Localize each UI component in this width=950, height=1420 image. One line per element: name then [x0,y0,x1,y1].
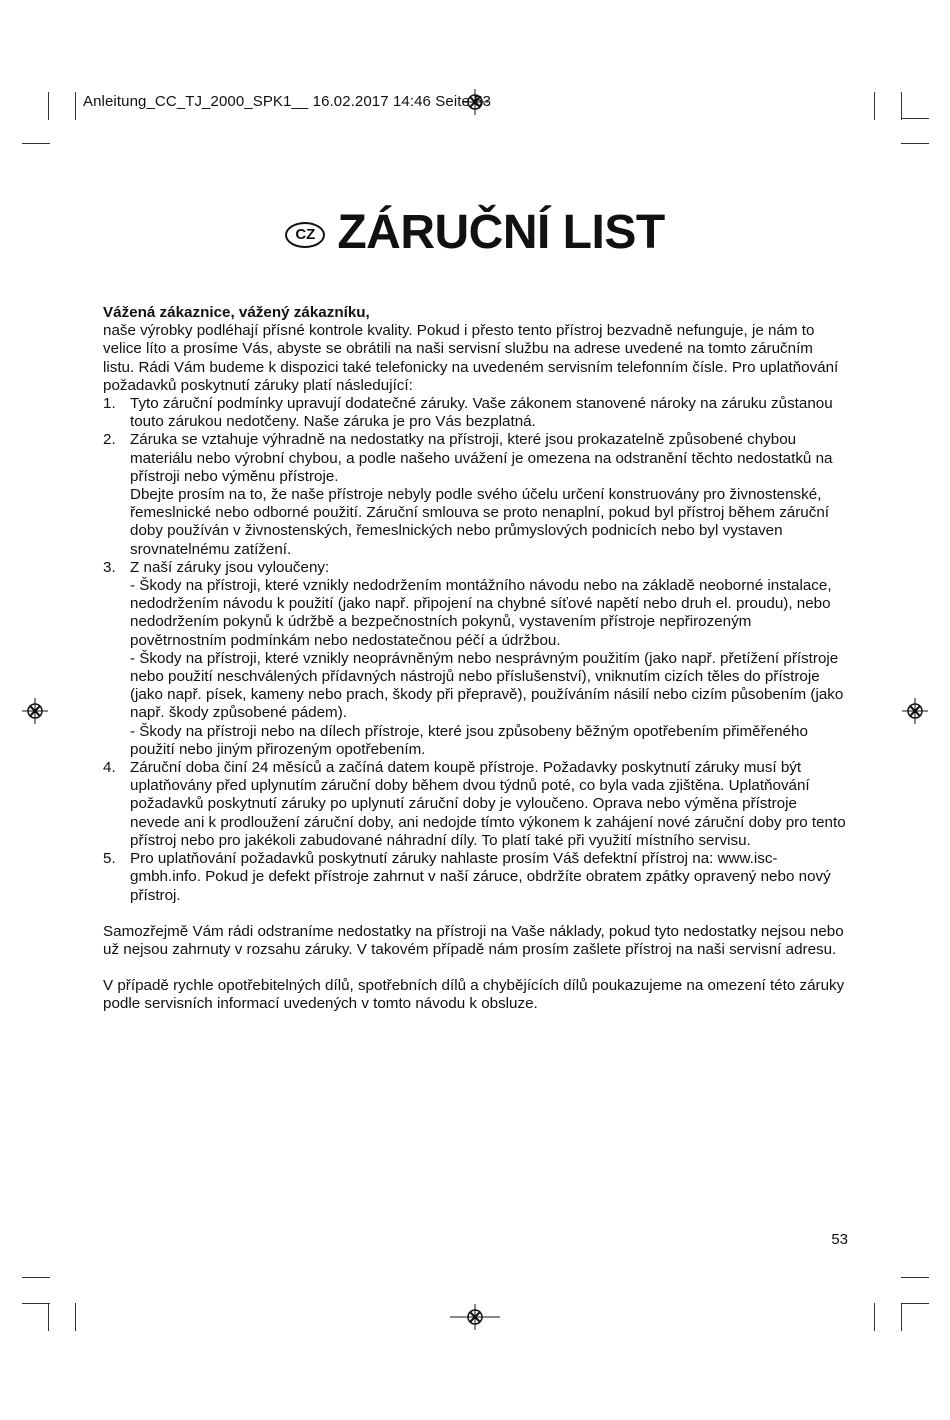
crop-mark-bottom-left-h [22,1277,50,1278]
item-number: 1. [103,395,116,413]
crop-mark-top-left-h [22,143,50,144]
list-item [103,559,848,759]
item-paragraph: - Škody na přístroji, které vznikly neoprávněným nebo nesprávným použitím (jako např. přetížení přístroje nebo použití neschválených přídavných nástrojů nebo příslušenství), vniknutím cizích těles do přístroje (jako např. písek, kameny nebo prach, škody při přepravě), používáním násilí nebo cizím působením (jako např. škody způsobené pádem). [130,649,844,722]
closing-paragraph-2: V případě rychle opotřebitelných dílů, spotřebních dílů a chybějících dílů poukazujeme na omezení této záruky podle servisních informací uvedených v tomto návodu k obsluze. [103,977,845,1013]
registration-mark-bottom-icon [462,1304,488,1330]
crop-mark-bottom-left-h2 [22,1303,50,1304]
item-number: 4. [103,759,116,777]
crop-mark-bottom-right-v [901,1303,902,1331]
item-paragraph: - Škody na přístroji nebo na dílech přístroje, které jsou způsobeny běžným opotřebením přiměřeného použití nebo jiným přirozeným opotřebením. [130,722,808,758]
registration-mark-right-icon [902,698,928,724]
crop-mark-bottom-right-h2 [901,1303,929,1304]
item-paragraph: - Škody na přístroji, které vznikly nedodržením montážního návodu nebo na základě neoborné instalace, nedodržením návodu k použití (jako např. připojení na chybné síťové napětí nebo druh el. proudu), nebo nedodržením pokynů k údržbě a bezpečnostních pokynů, vystavením přístroje nepřirozeným povětrnostním podmínkám nebo nedostatečnou péčí a údržbou. [130,577,832,649]
registration-mark-left-icon [22,698,48,724]
crop-mark-top-right-h2 [901,143,929,144]
item-number: 5. [103,850,116,868]
print-slug-line: Anleitung_CC_TJ_2000_SPK1__ 16.02.2017 14:46 Seite 53 [83,93,492,110]
intro-paragraph: naše výrobky podléhají přísné kontrole kvality. Pokud i přesto tento přístroj bezvadně nefunguje, je nám to velice líto a prosíme Vás, abyste se obrátili na naši servisní službu na adrese uvedené na tomto záručním listu. Rádi Vám budeme k dispozici také telefonicky na uvedeném servisním telefonním čísle. Pro uplatňování požadavků poskytnutí záruky platí následující: [103,322,839,394]
crop-mark-top-left-v [48,92,49,120]
greeting: Vážená zákaznice, vážený zákazníku, [103,304,370,321]
item-paragraph: Tyto záruční podmínky upravují dodatečné záruky. Vaše zákonem stanovené nároky na záruku zůstanou touto zárukou nedotčeny. Naše záruka je pro Vás bezplatná. [130,395,833,431]
crop-mark-bottom-left-inner [75,1303,76,1331]
list-item [103,850,848,905]
item-paragraph: Z naší záruky jsou vyloučeny: [130,558,330,576]
warranty-terms-list [103,395,848,905]
item-paragraph: Dbejte prosím na to, že naše přístroje nebyly podle svého účelu určení konstruovány pro živnostenské, řemeslnické nebo odborné použití. Záruční smlouva se proto nenaplní, pokud byl přístroj během záruční doby používán v živnostenských, řemeslnických nebo průmyslových podnicích nebo byl vystaven srovnatelnému zatížení. [130,486,830,558]
item-number: 3. [103,558,116,576]
crop-mark-top-right-inner [901,92,902,120]
list-item [103,759,848,850]
warranty-text [103,304,848,1014]
crop-mark-bottom-left-v [48,1303,49,1331]
crop-mark-top-left-inner [75,92,76,120]
crop-mark-top-right-h [901,118,929,119]
crop-mark-top-right-v [874,92,875,120]
item-paragraph: Záruční doba činí 24 měsíců a začíná datem koupě přístroje. Požadavky poskytnutí záruky musí být uplatňovány před uplynutím záruční doby během dvou týdnů poté, co byla vada zjištěna. Uplatňování požadavků poskytnutí záruky po uplynutí záruční doby je vyloučeno. Oprava nebo výměna přístroje nevede ani k prodloužení záruční doby, ani nedojde tímto výkonem k zahájení nové záruční doby pro tento přístroj nebo pro jakékoli zabudované náhradní díly. To platí také při využití místního servisu. [130,759,846,849]
closing-paragraph-1: Samozřejmě Vám rádi odstraníme nedostatky na přístroji na Vaše náklady, pokud tyto nedostatky nejsou nebo už nejsou zahrnuty v rozsahu záruky. V takovém případě nám prosím zašlete přístroj na naši servisní adresu. [103,922,844,958]
crop-mark-bottom-right-h [901,1277,929,1278]
page-title: ZÁRUČNÍ LIST [337,206,665,259]
item-number: 2. [103,431,116,449]
crop-mark-bottom-right-inner [874,1303,875,1331]
country-code-badge: CZ [285,222,325,248]
item-paragraph: Záruka se vztahuje výhradně na nedostatky na přístroji, které jsou prokazatelně způsobené chybou materiálu nebo výrobní chybou, a podle našeho uvážení je omezena na odstranění těchto nedostatků na přístroji nebo výměnu přístroje. [130,431,833,485]
page-number: 53 [831,1231,848,1248]
list-item [103,395,848,431]
item-paragraph: Pro uplatňování požadavků poskytnutí záruky nahlaste prosím Váš defektní přístroj na: www.isc-gmbh.info. Pokud je defekt přístroje zahrnut v naší záruce, obdržíte obratem zpátky opravený nebo nový přístroj. [130,850,831,904]
title-block [0,205,950,260]
list-item [103,431,848,558]
